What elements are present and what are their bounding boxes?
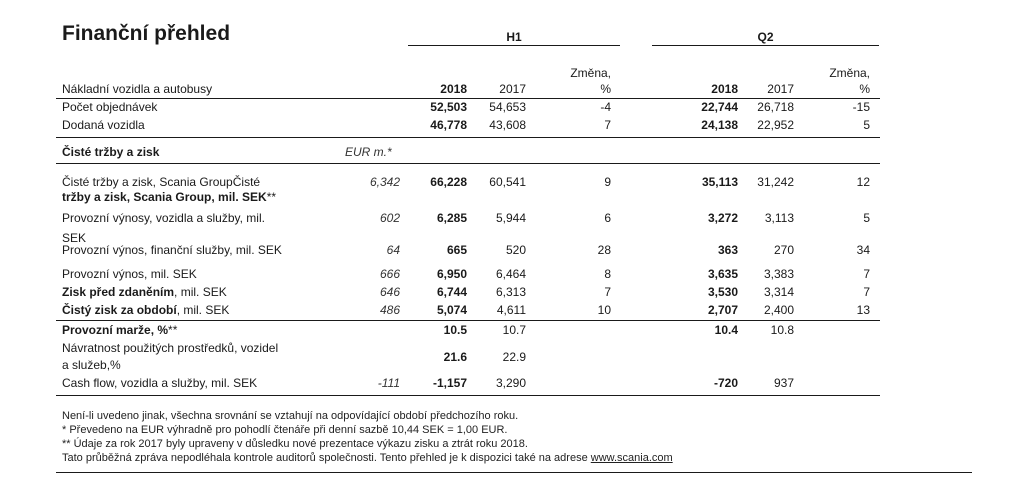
q2-2017-value: 10.8	[770, 323, 794, 337]
q2-2018-value: -720	[713, 376, 738, 390]
q2-change-value: 13	[856, 303, 870, 317]
eur-value: 646	[379, 285, 400, 299]
eur-column-header: EUR m.*	[345, 145, 392, 159]
footnotes	[62, 409, 673, 465]
section-header-rule	[56, 163, 880, 164]
row-label: Zisk před zdaněním, mil. SEK	[62, 285, 227, 299]
h1-2018-value: 10.5	[443, 323, 467, 337]
row-label: Provozní výnos, mil. SEK	[62, 267, 197, 281]
q2-2018-value: 35,113	[701, 175, 738, 189]
q2-2018-value: 3,635	[707, 267, 738, 281]
eur-value: 666	[379, 267, 400, 281]
q2-2017-value: 3,113	[764, 211, 794, 225]
q2-2017-header: 2017	[767, 82, 794, 96]
totals-rule	[56, 320, 880, 321]
row-label: Návratnost použitých prostředků, vozidel	[62, 341, 279, 355]
row-label: Provozní výnos, finanční služby, mil. SEK	[62, 243, 282, 257]
q2-2018-value: 3,272	[707, 211, 738, 225]
h1-change-value: 7	[604, 118, 611, 132]
h1-2017-value: 6,313	[495, 285, 526, 299]
h1-2017-value: 6,464	[495, 267, 526, 281]
h1-2018-value: 6,744	[436, 285, 467, 299]
h1-2018-value: 46,778	[430, 118, 467, 132]
eur-value: 64	[386, 243, 400, 257]
h1-2017-value: 5,944	[495, 211, 526, 225]
q2-2018-value: 24,138	[701, 118, 738, 132]
eur-value: 6,342	[369, 175, 400, 189]
section-label: Nákladní vozidla a autobusy	[62, 82, 213, 96]
q2-change-value: 7	[863, 267, 870, 281]
row-label: Provozní marže, %**	[62, 323, 178, 337]
q2-2018-value: 363	[717, 243, 738, 257]
row-label: Provozní výnosy, vozidla a služby, mil.	[62, 211, 265, 225]
page-bottom-rule	[56, 472, 972, 473]
q2-change-value: 34	[856, 243, 870, 257]
h1-2018-value: -1,157	[432, 376, 467, 390]
h1-2018-value: 52,503	[430, 100, 467, 114]
h1-header-rule	[408, 45, 620, 46]
h1-2017-value: 520	[505, 243, 526, 257]
q2-2018-value: 3,530	[707, 285, 738, 299]
footnote-comparison: Není-li uvedeno jinak, všechna srovnání se vztahují na odpovídající období předchozího roku.	[62, 410, 519, 422]
header-rule	[56, 98, 880, 99]
row-label: Počet objednávek	[62, 100, 158, 114]
h1-change-value: -4	[600, 100, 611, 114]
row-label-continuation: a služeb,%	[62, 358, 121, 372]
h1-change-value: 6	[604, 211, 611, 225]
q2-2017-value: 270	[773, 243, 794, 257]
q2-2017-value: 31,242	[757, 175, 794, 189]
q2-change-value: 5	[863, 211, 870, 225]
h1-2017-value: 22.9	[502, 350, 526, 364]
eur-value: 486	[379, 303, 400, 317]
q2-2017-value: 937	[773, 376, 794, 390]
h1-2018-value: 66,228	[430, 175, 467, 189]
h1-change-value: 9	[604, 175, 611, 189]
h1-2017-value: 3,290	[495, 376, 526, 390]
q2-change-value: 12	[856, 175, 870, 189]
q2-2018-value: 10.4	[714, 323, 738, 337]
q2-2018-value: 2,707	[707, 303, 738, 317]
h1-2017-value: 10.7	[502, 323, 526, 337]
q2-2017-value: 3,314	[763, 285, 794, 299]
q2-2017-value: 3,383	[763, 267, 794, 281]
q2-change-header: Změna,	[829, 66, 870, 80]
q2-change-unit: %	[859, 82, 870, 96]
row-label: Čistý zisk za období, mil. SEK	[62, 303, 230, 317]
h1-2017-value: 60,541	[489, 175, 526, 189]
h1-2017-value: 54,653	[489, 100, 526, 114]
footnote-restated: ** Údaje za rok 2017 byly upraveny v důsledku nové prezentace výkazu zisku a ztrát roku 2018.	[62, 438, 528, 450]
h1-2018-header: 2018	[440, 82, 467, 96]
h1-change-header: Změna,	[570, 66, 611, 80]
h1-2017-header: 2017	[499, 82, 526, 96]
q2-header-rule	[652, 45, 879, 46]
h1-2017-value: 43,608	[489, 118, 526, 132]
h1-change-unit: %	[600, 82, 611, 96]
h1-change-value: 10	[597, 303, 611, 317]
row-label: Dodaná vozidla	[62, 118, 145, 132]
q2-2018-value: 22,744	[701, 100, 738, 114]
footnote-audit: Tato průběžná zpráva nepodléhala kontrole auditorů společnosti. Tento přehled je k dispozici také na adrese www.scania.com	[62, 452, 673, 464]
h1-change-value: 8	[604, 267, 611, 281]
h1-2018-value: 5,074	[436, 303, 467, 317]
footnote-eur-rate: * Převedeno na EUR výhradně pro pohodlí čtenáře při denní sazbě 10,44 SEK = 1,00 EUR.	[62, 424, 508, 436]
h1-2018-value: 6,950	[436, 267, 467, 281]
q2-2017-value: 2,400	[763, 303, 794, 317]
q2-2017-value: 26,718	[757, 100, 794, 114]
page-title: Finanční přehled	[62, 22, 231, 45]
scania-link[interactable]: www.scania.com	[590, 452, 673, 464]
eur-value: 602	[379, 211, 400, 225]
section-title: Čisté tržby a zisk	[62, 145, 160, 159]
q2-change-value: -15	[852, 100, 870, 114]
h1-change-value: 28	[597, 243, 611, 257]
h1-2018-value: 665	[446, 243, 467, 257]
q2-change-value: 5	[863, 118, 870, 132]
q2-2017-value: 22,952	[757, 118, 794, 132]
row-label-continuation: SEK	[62, 231, 87, 245]
h1-change-value: 7	[604, 285, 611, 299]
q2-change-value: 7	[863, 285, 870, 299]
q2-2018-header: 2018	[711, 82, 738, 96]
q2-column-group-header: Q2	[757, 30, 774, 44]
h1-2018-value: 21.6	[443, 350, 467, 364]
section-rule	[56, 137, 880, 138]
table-bottom-rule	[56, 395, 880, 396]
row-label: Cash flow, vozidla a služby, mil. SEK	[62, 376, 258, 390]
row-label: Čisté tržby a zisk, Scania GroupČisté	[62, 175, 261, 189]
h1-2018-value: 6,285	[436, 211, 467, 225]
row-label-continuation: tržby a zisk, Scania Group, mil. SEK**	[62, 190, 277, 204]
eur-value: -111	[377, 376, 400, 390]
h1-2017-value: 4,611	[496, 303, 526, 317]
h1-column-group-header: H1	[506, 30, 522, 44]
